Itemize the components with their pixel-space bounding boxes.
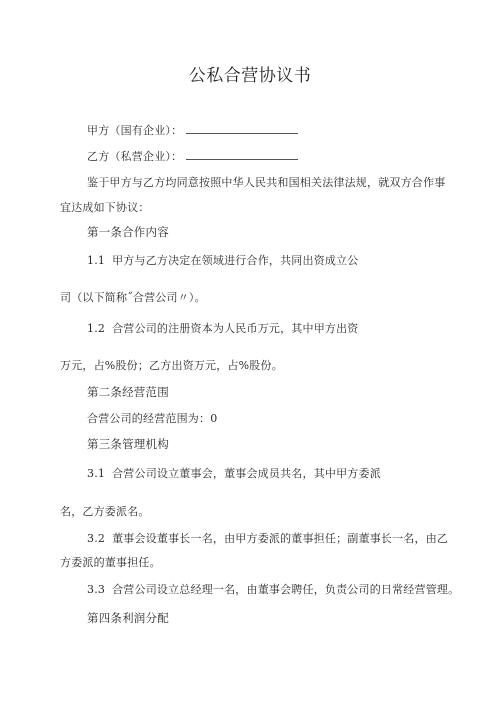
clause-1-2-line-2: 万元，占%股份；乙方出资万元，占%股份。 xyxy=(60,359,283,372)
party-b-label: 乙方（私营企业）： xyxy=(87,150,183,163)
clause-1-2-line-1 xyxy=(87,322,359,336)
clause-text: 甲方与乙方决定在领域进行合作，共同出资成立公 xyxy=(112,254,359,267)
intro-paragraph-line-1: 鉴于甲方与乙方均同意按照中华人民共和国相关法律法规，就双方合作事 xyxy=(87,176,446,189)
clause-1-1-line-1 xyxy=(87,254,359,268)
clause-3-3-line-1 xyxy=(87,583,459,597)
clause-3-1-line-2: 名，乙方委派名。 xyxy=(60,505,150,518)
document-title: 公私合营协议书 xyxy=(188,66,312,86)
business-scope-line: 合营公司的经营范围为：0 xyxy=(87,412,218,425)
party-a-blank-field[interactable] xyxy=(186,123,298,134)
clause-number: 3.3 xyxy=(87,583,106,596)
party-a-line xyxy=(87,123,298,138)
clause-number: 1.2 xyxy=(87,322,106,335)
clause-3-2-line-1 xyxy=(87,532,448,546)
clause-3-1-line-1 xyxy=(87,467,381,481)
intro-paragraph-line-2: 宜达成如下协议： xyxy=(60,201,150,214)
clause-number: 3.1 xyxy=(87,467,106,480)
clause-1-1-line-2: 司（以下简称˝合营公司〃）。 xyxy=(60,291,206,304)
clause-text: 董事会设董事长一名，由甲方委派的董事担任；副董事长一名，由乙 xyxy=(112,532,449,545)
article-2-heading: 第二条经营范围 xyxy=(87,385,169,399)
article-1-heading: 第一条合作内容 xyxy=(87,225,169,239)
clause-text: 合营公司的注册资本为人民币万元，其中甲方出资 xyxy=(112,322,359,335)
clause-text: 合营公司设立董事会，董事会成员共名，其中甲方委派 xyxy=(112,467,381,480)
party-a-label: 甲方（国有企业）： xyxy=(87,124,183,137)
party-b-blank-field[interactable] xyxy=(186,149,298,160)
article-3-heading: 第三条管理机构 xyxy=(87,437,169,451)
clause-number: 3.2 xyxy=(87,532,106,545)
clause-3-2-line-2: 方委派的董事担任。 xyxy=(60,556,161,569)
party-b-line xyxy=(87,149,298,164)
article-4-heading: 第四条利润分配 xyxy=(87,611,169,625)
clause-text: 合营公司设立总经理一名，由董事会聘任，负责公司的日常经营管理。 xyxy=(112,583,460,596)
clause-number: 1.1 xyxy=(87,254,106,267)
